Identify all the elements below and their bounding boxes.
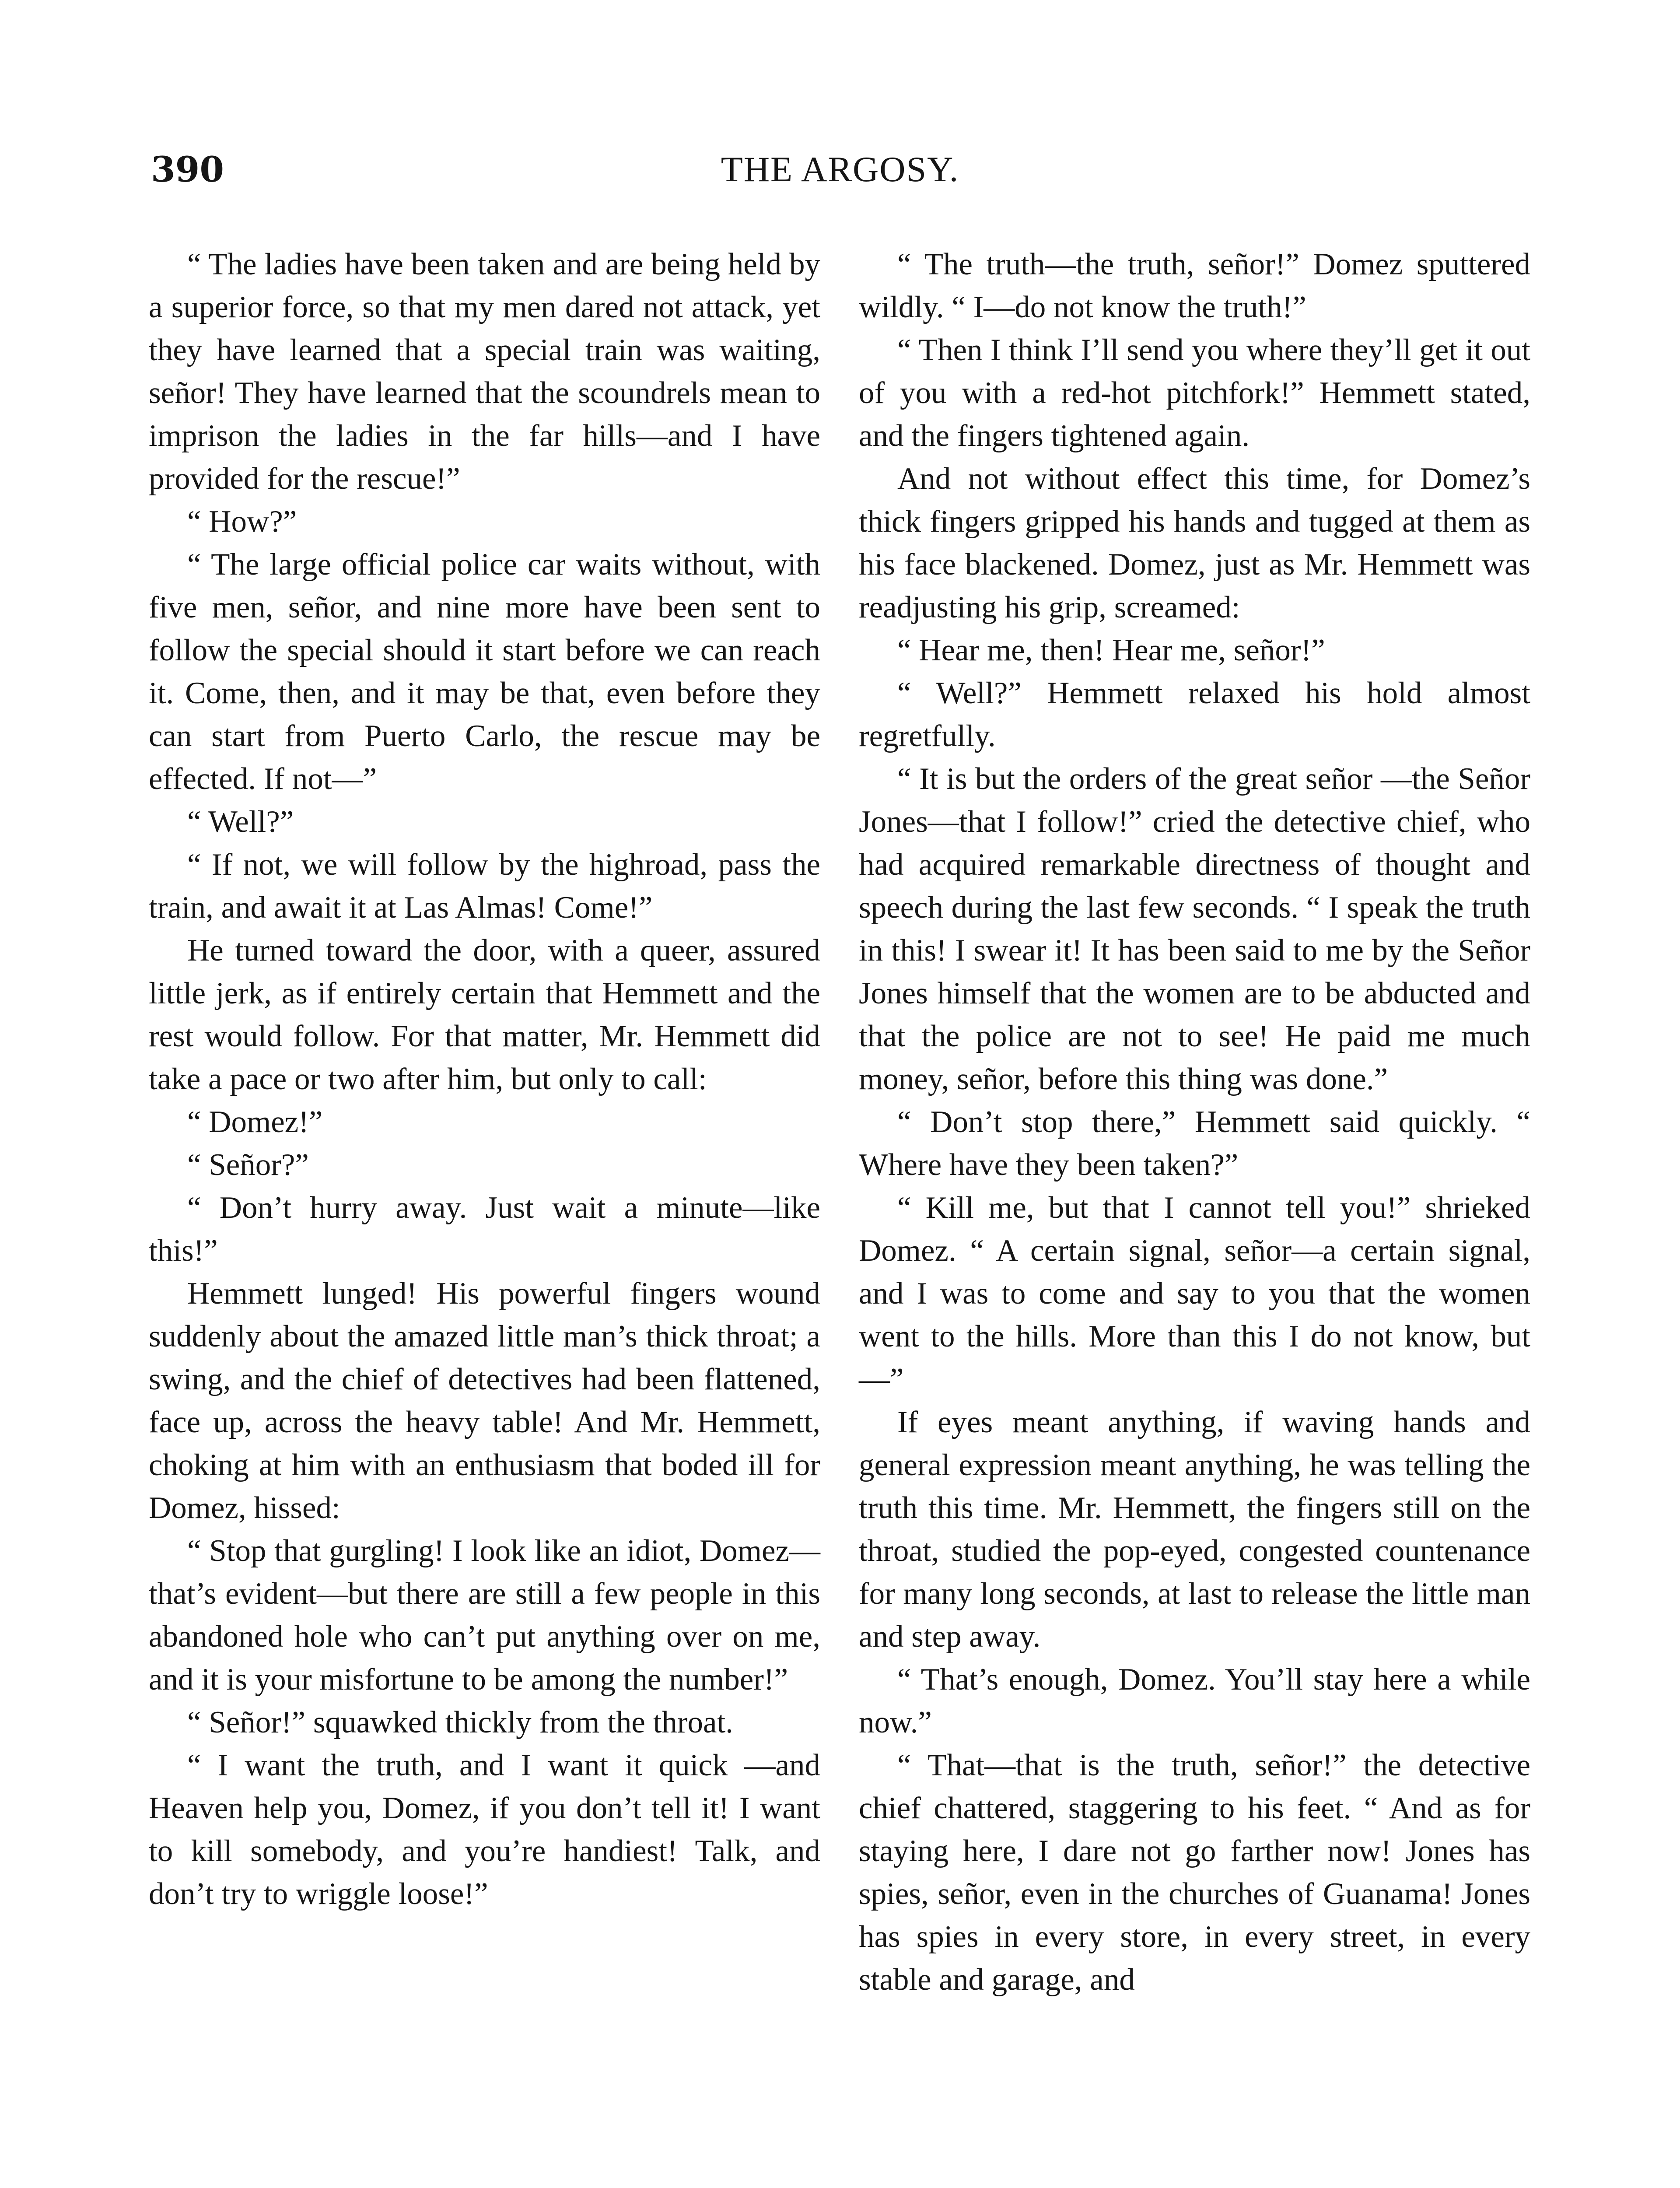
paragraph: “ It is but the orders of the great señor —the Señor Jones—that I follow!” cried the detective chief, who had acquired remarkable directness of thought and speech during the last few seconds. “ I speak the truth in this! I swear it! It has been said to me by the Señor Jones himself that the women are to be abducted and that the police are not to see! He paid me much money, señor, before this thing was done.”	[859, 762, 1530, 1096]
paragraph: “ The ladies have been taken and are being held by a superior force, so that my men dared not attack, yet they have learned that a special train was waiting, señor! They have learned that the scoundrels mean to imprison the ladies in the far hills—and I have provided for the rescue!”	[149, 247, 820, 496]
paragraph: “ Well?”	[187, 805, 294, 839]
paragraph: “ If not, we will follow by the highroad, pass the train, and await it at Las Almas! Come!”	[149, 848, 820, 925]
paragraph: “ Hear me, then! Hear me, señor!”	[897, 633, 1325, 667]
paragraph: Hemmett lunged! His powerful fingers wound suddenly about the amazed little man’s thick throat; a swing, and the chief of detectives had been flattened, face up, across the heavy table! And Mr. Hemmett, choking at him with an enthusiasm that boded ill for Domez, hissed:	[149, 1276, 820, 1525]
paragraph: “ Kill me, but that I cannot tell you!” shrieked Domez. “ A certain signal, señor—a certain signal, and I was to come and say to you that the women went to the hills. More than this I do not know, but—”	[859, 1191, 1530, 1396]
paragraph: “ Don’t hurry away. Just wait a minute—like this!”	[149, 1191, 820, 1268]
paragraph: He turned toward the door, with a queer, assured little jerk, as if entirely certain that Hemmett and the rest would follow. For that matter, Mr. Hemmett did take a pace or two after him, but only to call:	[149, 933, 820, 1096]
paragraph: “ The large official police car waits without, with five men, señor, and nine more have been sent to follow the special should it start before we can reach it. Come, then, and it may be that, even before they can start from Puerto Carlo, the rescue may be effected. If not—”	[149, 547, 820, 796]
paragraph: “ Domez!”	[187, 1105, 323, 1139]
paragraph: “ Then I think I’ll send you where they’ll get it out of you with a red-hot pitchfork!” Hemmett stated, and the fingers tightened again.	[859, 333, 1530, 453]
paragraph: “ Well?” Hemmett relaxed his hold almost regretfully.	[859, 676, 1530, 753]
paragraph: “ That—that is the truth, señor!” the detective chief chattered, staggering to his feet. “ And as for staying here, I dare not go farther now! Jones has spies, señor, even in the churches of Guanama! Jones has spies in every store, in every street, in every stable and garage, and	[859, 1748, 1530, 1997]
paragraph: “ The truth—the truth, señor!” Domez sputtered wildly. “ I—do not know the truth!”	[859, 247, 1530, 324]
paragraph: “ I want the truth, and I want it quick —and Heaven help you, Domez, if you don’t tell it! I want to kill somebody, and you’re handiest! Talk, and don’t try to wriggle loose!”	[149, 1748, 820, 1911]
running-head: THE ARGOSY.	[721, 149, 959, 189]
paragraph: “ Señor!” squawked thickly from the throat.	[187, 1705, 734, 1739]
paragraph: “ Señor?”	[187, 1148, 309, 1182]
right-column	[859, 243, 1530, 2001]
paragraph: If eyes meant anything, if waving hands and general expression meant anything, he was telling the truth this time. Mr. Hemmett, the fingers still on the throat, studied the pop-eyed, congested countenance for many long seconds, at last to release the little man and step away.	[859, 1405, 1530, 1654]
page-number: 390	[151, 149, 224, 190]
paragraph: “ How?”	[187, 505, 297, 539]
paragraph: “ Stop that gurgling! I look like an idiot, Domez—that’s evident—but there are still a few people in this abandoned hole who can’t put anything over on me, and it is your misfortune to be among the number!”	[149, 1534, 820, 1697]
paragraph: And not without effect this time, for Domez’s thick fingers gripped his hands and tugged at them as his face blackened. Domez, just as Mr. Hemmett was readjusting his grip, screamed:	[859, 462, 1530, 624]
left-column	[149, 243, 820, 1915]
paragraph: “ That’s enough, Domez. You’ll stay here a while now.”	[859, 1662, 1530, 1739]
paragraph: “ Don’t stop there,” Hemmett said quickly. “ Where have they been taken?”	[859, 1105, 1530, 1182]
page-header	[151, 149, 1529, 206]
